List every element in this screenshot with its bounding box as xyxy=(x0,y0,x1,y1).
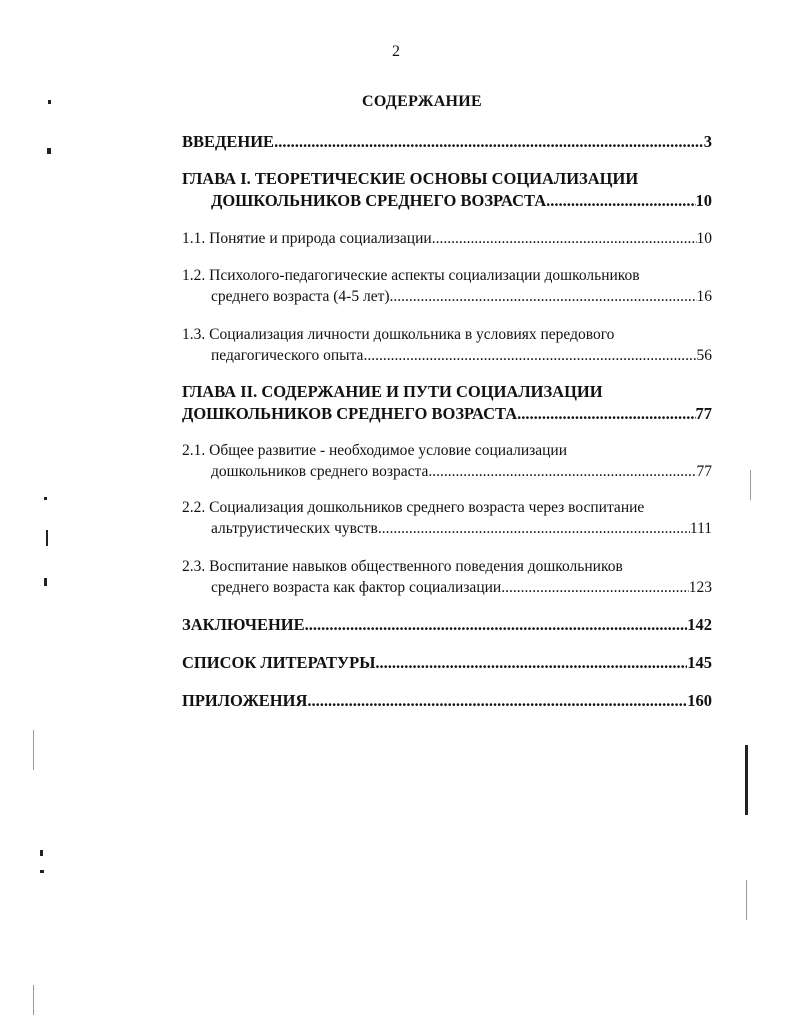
scan-edge-line xyxy=(750,470,751,500)
scan-speck xyxy=(48,100,51,104)
toc-entry-page: 123 xyxy=(688,579,712,596)
dot-leader xyxy=(546,190,695,212)
scan-speck xyxy=(44,497,47,500)
toc-entry-text-continued: среднего возраста как фактор социализации xyxy=(211,579,502,596)
toc-entry-introduction xyxy=(182,131,712,153)
toc-entry-chapter-2 xyxy=(182,381,712,425)
toc-entry-line xyxy=(182,652,712,674)
toc-entry-2-1 xyxy=(182,440,712,482)
scan-edge-line xyxy=(746,880,747,920)
dot-leader xyxy=(363,345,696,366)
toc-entry-chapter-1 xyxy=(182,168,712,212)
toc-entry-page: 10 xyxy=(696,230,712,247)
toc-entry-references xyxy=(182,652,712,674)
toc-entry-text: ЗАКЛЮЧЕНИЕ xyxy=(182,615,305,634)
toc-entry-text-continued: дошкольников среднего возраста xyxy=(211,463,429,480)
toc-entry-conclusion xyxy=(182,614,712,636)
scan-speck xyxy=(40,850,43,856)
dot-leader xyxy=(307,690,687,712)
toc-entry-line xyxy=(182,190,712,212)
scan-edge-line xyxy=(33,730,34,770)
toc-entry-text: 2.3. Воспитание навыков общественного поведения дошкольников xyxy=(182,558,623,575)
toc-entry-page: 3 xyxy=(703,132,712,151)
dot-leader xyxy=(517,403,695,425)
toc-entry-page: 10 xyxy=(695,191,712,210)
toc-entry-text: 2.1. Общее развитие - необходимое условие социализации xyxy=(182,442,568,459)
toc-entry-line xyxy=(182,577,712,598)
toc-entry-2-2 xyxy=(182,497,712,539)
toc-entry-text-continued: ДОШКОЛЬНИКОВ СРЕДНЕГО ВОЗРАСТА xyxy=(182,404,518,423)
dot-leader xyxy=(432,228,697,249)
scan-speck xyxy=(44,578,47,586)
toc-entry-text: 2.2. Социализация дошкольников среднего возраста через воспитание xyxy=(182,499,645,516)
scan-speck xyxy=(47,148,51,154)
toc-entry-text: ВВЕДЕНИЕ xyxy=(182,132,275,151)
toc-entry-line xyxy=(182,403,712,425)
dot-leader xyxy=(378,518,690,539)
toc-entry-text: 1.3. Социализация личности дошкольника в условиях передового xyxy=(182,326,615,343)
toc-entry-text: ГЛАВА II. СОДЕРЖАНИЕ И ПУТИ СОЦИАЛИЗАЦИИ xyxy=(182,382,603,401)
dot-leader xyxy=(305,614,688,636)
toc-entry-page: 77 xyxy=(696,463,712,480)
scan-speck xyxy=(40,870,44,873)
toc-entry-line xyxy=(182,345,712,366)
dot-leader xyxy=(390,286,697,307)
scan-speck xyxy=(46,530,48,546)
toc-entry-page: 77 xyxy=(695,404,712,423)
scan-edge-line xyxy=(33,985,34,1015)
toc-entry-appendices xyxy=(182,690,712,712)
toc-entry-1-1 xyxy=(182,228,712,249)
dot-leader xyxy=(375,652,687,674)
toc-entry-line xyxy=(182,461,712,482)
toc-entry-text-continued: альтруистических чувств xyxy=(211,520,378,537)
dot-leader xyxy=(274,131,704,153)
toc-entry-page: 160 xyxy=(687,691,712,710)
dot-leader xyxy=(501,577,689,598)
toc-title: СОДЕРЖАНИЕ xyxy=(361,93,483,110)
toc-entry-line xyxy=(182,228,712,249)
toc-entry-2-3 xyxy=(182,556,712,598)
toc-entry-page: 145 xyxy=(687,653,712,672)
toc-entry-page: 56 xyxy=(696,347,712,364)
toc-entry-1-3 xyxy=(182,324,712,366)
toc-entry-text: 1.1. Понятие и природа социализации xyxy=(182,230,432,247)
dot-leader xyxy=(428,461,696,482)
toc-entry-line xyxy=(182,614,712,636)
toc-entry-line xyxy=(182,690,712,712)
toc-entry-text: ПРИЛОЖЕНИЯ xyxy=(182,691,308,710)
toc-entry-page: 111 xyxy=(689,520,712,537)
page-number: 2 xyxy=(392,43,400,60)
toc-entry-1-2 xyxy=(182,265,712,307)
toc-entry-text: 1.2. Психолого-педагогические аспекты социализации дошкольников xyxy=(182,267,640,284)
toc-entry-line xyxy=(182,131,712,153)
toc-entry-line xyxy=(182,286,712,307)
toc-entry-text: СПИСОК ЛИТЕРАТУРЫ xyxy=(182,653,376,672)
scan-edge-line xyxy=(745,745,748,815)
toc-entry-page: 16 xyxy=(696,288,712,305)
toc-entry-text: ГЛАВА I. ТЕОРЕТИЧЕСКИЕ ОСНОВЫ СОЦИАЛИЗАЦИИ xyxy=(182,169,639,188)
toc-entry-text-continued: среднего возраста (4-5 лет) xyxy=(211,288,390,305)
toc-entry-text-continued: педагогического опыта xyxy=(211,347,364,364)
toc-entry-line xyxy=(182,518,712,539)
toc-entry-page: 142 xyxy=(687,615,712,634)
toc-entry-text-continued: ДОШКОЛЬНИКОВ СРЕДНЕГО ВОЗРАСТА xyxy=(211,191,547,210)
